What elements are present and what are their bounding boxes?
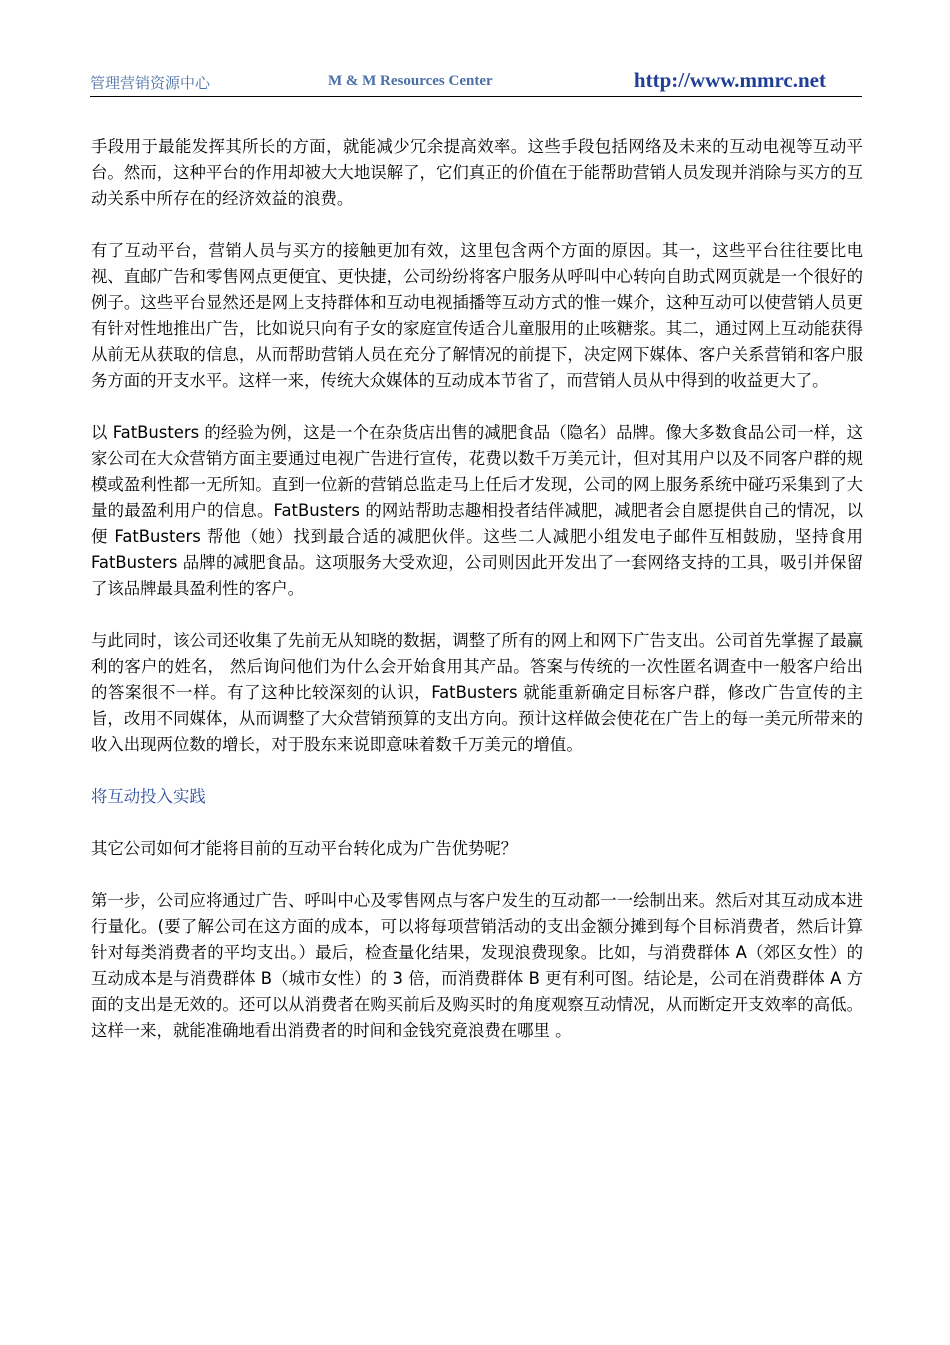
article-body <box>91 134 863 1044</box>
paragraph-3: 以 FatBusters 的经验为例，这是一个在杂货店出售的减肥食品（隐名）品牌。像大多数食品公司一样，这家公司在大众营销方面主要通过电视广告进行宣传，花费以数千万美元计，但对其用户以及不同客户群的规模或盈利性都一无所知。直到一位新的营销总监走马上任后才发现，公司的网上服务系统中碰巧采集到了大量的最盈利用户的信息。FatBusters 的网站帮助志趣相投者结伴减肥，减肥者会自愿提供自己的情况，以便 FatBusters 帮他（她）找到最合适的减肥伙伴。这些二人减肥小组发电子邮件互相鼓励，坚持食用 FatBusters 品牌的减肥食品。这项服务大受欢迎，公司则因此开发出了一套网络支持的工具，吸引并保留了该品牌最具盈利性的客户。 <box>91 423 863 598</box>
paragraph-1: 手段用于最能发挥其所长的方面，就能减少冗余提高效率。这些手段包括网络及未来的互动电视等互动平台。然而，这种平台的作用却被大大地误解了，它们真正的价值在于能帮助营销人员发现并消除与买方的互动关系中所存在的经济效益的浪费。 <box>91 137 863 208</box>
section-paragraph: 第一步，公司应将通过广告、呼叫中心及零售网点与客户发生的互动都一一绘制出来。然后对其互动成本进行量化。(要了解公司在这方面的成本，可以将每项营销活动的支出金额分摊到每个目标消费者，然后计算针对每类消费者的平均支出。）最后，检查量化结果，发现浪费现象。比如，与消费群体 A（郊区女性）的互动成本是与消费群体 B（城市女性）的 3 倍，而消费群体 B 更有利可图。结论是，公司在消费群体 A 方面的支出是无效的。还可以从消费者在购买前后及购买时的角度观察互动情况，从而断定开支效率的高低。这样一来，就能准确地看出消费者的时间和金钱究竟浪费在哪里 。 <box>91 891 863 1040</box>
paragraph-2: 有了互动平台，营销人员与买方的接触更加有效，这里包含两个方面的原因。其一，这些平台往往要比电视、直邮广告和零售网点更便宜、更快捷，公司纷纷将客户服务从呼叫中心转向自助式网页就是一个很好的例子。这些平台显然还是网上支持群体和互动电视插播等互动方式的惟一媒介，这种互动可以使营销人员更有针对性地推出广告，比如说只向有子女的家庭宣传适合儿童服用的止咳糖浆。其二，通过网上互动能获得从前无从获取的信息，从而帮助营销人员在充分了解情况的前提下，决定网下媒体、客户关系营销和客户服务方面的开支水平。这样一来，传统大众媒体的互动成本节省了，而营销人员从中得到的收益更大了。 <box>91 241 863 390</box>
page-header <box>90 68 862 97</box>
header-english-name: M & M Resources Center <box>328 73 493 89</box>
header-website-link[interactable]: http://www.mmrc.net <box>633 68 826 92</box>
section-heading: 将互动投入实践 <box>91 787 206 806</box>
paragraph-4: 与此同时，该公司还收集了先前无从知晓的数据，调整了所有的网上和网下广告支出。公司首先掌握了最赢利的客户的姓名， 然后询问他们为什么会开始食用其产品。答案与传统的一次性匿名调查中一般客户给出的答案很不一样。有了这种比较深刻的认识，FatBusters 就能重新确定目标客户群，修改广告宣传的主旨，改用不同媒体，从而调整了大众营销预算的支出方向。预计这样做会使花在广告上的每一美元所带来的收入出现两位数的增长，对于股东来说即意味着数千万美元的增值。 <box>91 631 863 754</box>
section-question: 其它公司如何才能将目前的互动平台转化成为广告优势呢？ <box>91 839 518 858</box>
header-center-name: 管理营销资源中心 <box>90 74 211 92</box>
